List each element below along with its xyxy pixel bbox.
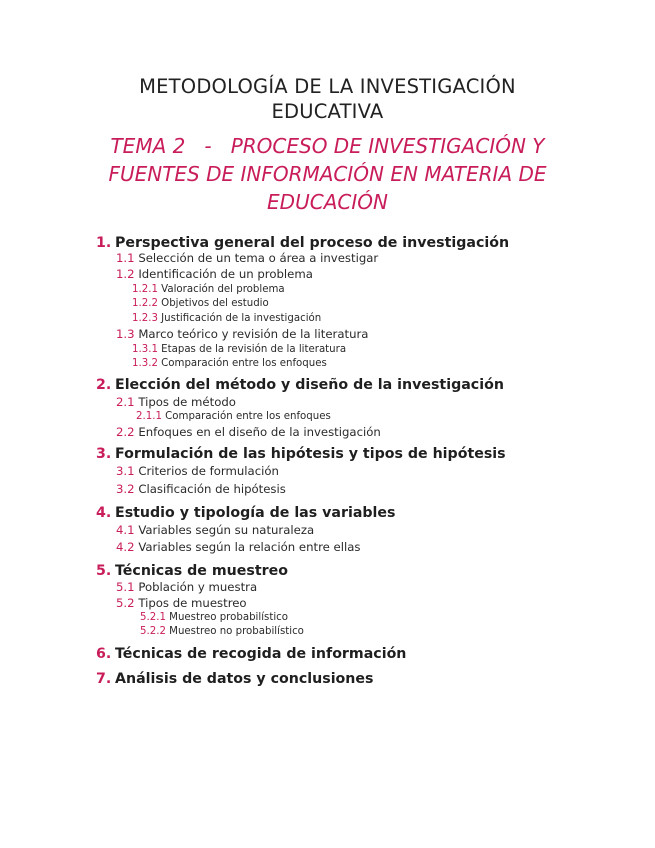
- toc-subsubsection-number: 5.2.1: [140, 612, 166, 623]
- title-line-1: METODOLOGÍA DE LA INVESTIGACIÓN: [139, 75, 516, 98]
- toc-section-label: Perspectiva general del proceso de investigación: [115, 235, 510, 251]
- toc-subsection-number: 4.1: [116, 523, 135, 537]
- toc-subsection-number: 1.3: [116, 327, 135, 341]
- toc-subsection-1-2: [116, 267, 313, 281]
- title-line-2: EDUCATIVA: [271, 100, 384, 123]
- toc-subsection-4-2: [116, 540, 360, 554]
- toc-section-6: [96, 646, 406, 662]
- toc-subsection-label: Enfoques en el diseño de la investigación: [138, 425, 381, 439]
- toc-section-label: Elección del método y diseño de la investigación: [115, 377, 504, 393]
- toc-subsubsection-5-2-2: [140, 626, 304, 637]
- toc-subsubsection-5-2-1: [140, 612, 288, 623]
- toc-section-label: Análisis de datos y conclusiones: [115, 671, 374, 687]
- toc-subsubsection-number: 1.2.1: [132, 284, 158, 295]
- toc-section-label: Técnicas de recogida de información: [115, 646, 407, 662]
- toc-subsection-4-1: [116, 523, 314, 537]
- toc-subsubsection-number: 1.3.1: [132, 344, 158, 355]
- toc-subsection-label: Marco teórico y revisión de la literatura: [138, 327, 369, 341]
- toc-subsection-number: 1.2: [116, 267, 135, 281]
- toc-subsubsection-label: Justificación de la investigación: [161, 313, 322, 324]
- toc-subsection-number: 2.2: [116, 425, 135, 439]
- toc-subsection-label: Variables según su naturaleza: [138, 523, 315, 537]
- toc-subsubsection-label: Muestreo no probabilístico: [169, 626, 304, 637]
- toc-subsection-label: Tipos de método: [138, 395, 236, 409]
- toc-subsection-5-1: [116, 580, 257, 594]
- toc-section-number: 2.: [96, 377, 112, 393]
- toc-subsection-label: Selección de un tema o área a investigar: [138, 251, 379, 265]
- toc-subsubsection-number: 1.3.2: [132, 358, 158, 369]
- toc-subsection-label: Población y muestra: [138, 580, 258, 594]
- toc-section-number: 3.: [96, 446, 112, 462]
- toc-subsection-1-1: [116, 251, 378, 265]
- toc-section-number: 5.: [96, 563, 112, 579]
- toc-subsection-number: 3.2: [116, 482, 135, 496]
- subtitle-line-3: EDUCACIÓN: [267, 190, 388, 214]
- toc-subsubsection-1-2-2: [132, 298, 269, 309]
- toc-subsubsection-number: 2.1.1: [136, 411, 162, 422]
- subtitle-line-1: TEMA 2 - PROCESO DE INVESTIGACIÓN Y: [110, 134, 545, 158]
- toc-subsubsection-1-3-2: [132, 358, 327, 369]
- toc-section-number: 4.: [96, 505, 112, 521]
- toc-subsubsection-label: Comparación entre los enfoques: [161, 358, 327, 369]
- toc-section-label: Estudio y tipología de las variables: [115, 505, 396, 521]
- toc-section-number: 1.: [96, 235, 112, 251]
- toc-section-label: Formulación de las hipótesis y tipos de hipótesis: [115, 446, 506, 462]
- toc-section-label: Técnicas de muestreo: [115, 563, 288, 579]
- toc-section-number: 7.: [96, 671, 112, 687]
- toc-subsection-2-2: [116, 425, 381, 439]
- toc-subsubsection-label: Objetivos del estudio: [161, 298, 269, 309]
- toc-subsection-label: Clasificación de hipótesis: [138, 482, 286, 496]
- toc-subsection-3-2: [116, 482, 286, 496]
- toc-subsection-5-2: [116, 596, 247, 610]
- toc-subsection-number: 4.2: [116, 540, 135, 554]
- toc-subsubsection-1-2-1: [132, 284, 285, 295]
- toc-subsubsection-1-3-1: [132, 344, 346, 355]
- toc-subsection-label: Criterios de formulación: [138, 464, 279, 478]
- toc-subsection-2-1: [116, 395, 236, 409]
- toc-subsection-number: 5.2: [116, 596, 135, 610]
- toc-section-2: [96, 377, 504, 393]
- toc-section-3: [96, 446, 506, 462]
- toc-subsection-label: Variables según la relación entre ellas: [138, 540, 361, 554]
- toc-subsection-label: Identificación de un problema: [138, 267, 313, 281]
- toc-subsection-number: 1.1: [116, 251, 135, 265]
- subtitle-line-2: FUENTES DE INFORMACIÓN EN MATERIA DE: [108, 162, 547, 186]
- toc-subsubsection-label: Etapas de la revisión de la literatura: [161, 344, 347, 355]
- toc-subsection-number: 3.1: [116, 464, 135, 478]
- toc-section-5: [96, 563, 288, 579]
- toc-subsection-number: 5.1: [116, 580, 135, 594]
- toc-subsubsection-number: 5.2.2: [140, 626, 166, 637]
- toc-subsection-number: 2.1: [116, 395, 135, 409]
- toc-subsection-1-3: [116, 327, 368, 341]
- toc-subsubsection-label: Valoración del problema: [161, 284, 285, 295]
- toc-subsubsection-label: Muestreo probabilístico: [169, 612, 288, 623]
- toc-section-number: 6.: [96, 646, 112, 662]
- toc-subsubsection-number: 1.2.3: [132, 313, 158, 324]
- toc-subsubsection-number: 1.2.2: [132, 298, 158, 309]
- toc-subsection-label: Tipos de muestreo: [138, 596, 247, 610]
- toc-section-4: [96, 505, 395, 521]
- toc-subsection-3-1: [116, 464, 279, 478]
- toc-subsubsection-1-2-3: [132, 313, 321, 324]
- toc-subsubsection-label: Comparación entre los enfoques: [165, 411, 331, 422]
- toc-section-7: [96, 671, 373, 687]
- toc-subsubsection-2-1-1: [136, 411, 331, 422]
- toc-section-1: [96, 235, 509, 251]
